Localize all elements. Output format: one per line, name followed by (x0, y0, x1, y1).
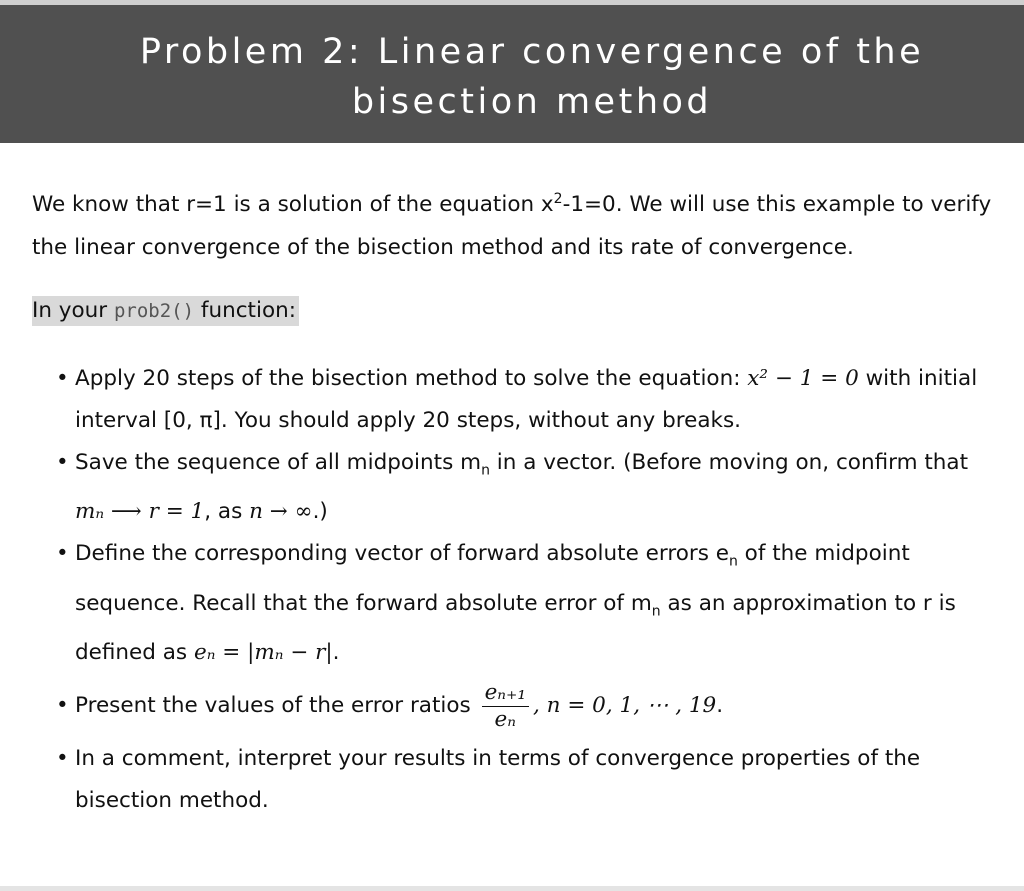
function-name-code: prob2() (113, 300, 195, 323)
fraction-denominator: eₙ (494, 706, 516, 732)
list-item (32, 358, 1002, 442)
bullet-dot: • (56, 541, 69, 567)
fraction-numerator: eₙ₊₁ (482, 680, 529, 707)
task-text-end: .) (312, 499, 328, 525)
function-line-prefix: In your (32, 298, 114, 324)
bottom-divider (0, 886, 1024, 891)
task-text: Save the sequence of all midpoints m (75, 450, 482, 476)
task-text-mid: in a vector. (Before moving on, confirm that (489, 450, 969, 476)
intro-paragraph (32, 178, 1002, 269)
list-item (32, 533, 1002, 674)
intro-text-end: -1=0. We will use this example to verify the linear convergence of the bisection method and its rate of convergence. (32, 192, 992, 261)
intro-text-start: We know that r=1 is a solution of the equation x (32, 192, 554, 218)
index-range-math: , n = 0, 1, ⋯ , 19 (532, 693, 717, 719)
task-text: Define the corresponding vector of forward absolute errors e (75, 541, 729, 567)
task-text-mid: of the midpoint sequence. Recall that the forward absolute error of m (75, 541, 910, 616)
list-item (32, 674, 1002, 738)
equation-math: x² − 1 = 0 (747, 366, 859, 392)
function-instruction-heading (32, 296, 299, 326)
page-title: Problem 2: Linear convergence of the bisection method (139, 32, 925, 122)
task-text: Apply 20 steps of the bisection method to solve the equation: (75, 366, 748, 392)
error-definition-math: eₙ = |mₙ − r| (193, 640, 333, 666)
task-text-as: , as (204, 499, 250, 525)
error-ratio-fraction (482, 680, 529, 733)
task-text-end: . (332, 640, 340, 666)
task-text-end: . (716, 693, 724, 719)
function-line-suffix: function: (194, 298, 296, 324)
limit-n-math: n → ∞ (249, 499, 313, 525)
bullet-dot: • (56, 746, 69, 772)
intro-exponent: 2 (553, 191, 563, 207)
task-text-mid2: as an approximation to r is defined as (75, 590, 956, 666)
subscript: n (481, 462, 490, 479)
task-text-end: with initial interval [0, π]. You should apply 20 steps, without any breaks. (75, 366, 978, 434)
title-banner (0, 5, 1024, 143)
list-item (32, 442, 1002, 533)
task-text: Present the values of the error ratios (75, 693, 478, 719)
bullet-dot: • (56, 366, 69, 392)
subscript: n (651, 603, 661, 620)
list-item (32, 738, 1002, 822)
task-text: In a comment, interpret your results in terms of convergence properties of the bisection method. (75, 746, 921, 814)
subscript: n (728, 553, 738, 570)
bullet-dot: • (56, 450, 69, 476)
task-list (32, 358, 1002, 822)
bullet-dot: • (56, 693, 69, 719)
limit-math: mₙ ⟶ r = 1 (75, 499, 205, 525)
problem-content (32, 178, 1002, 822)
